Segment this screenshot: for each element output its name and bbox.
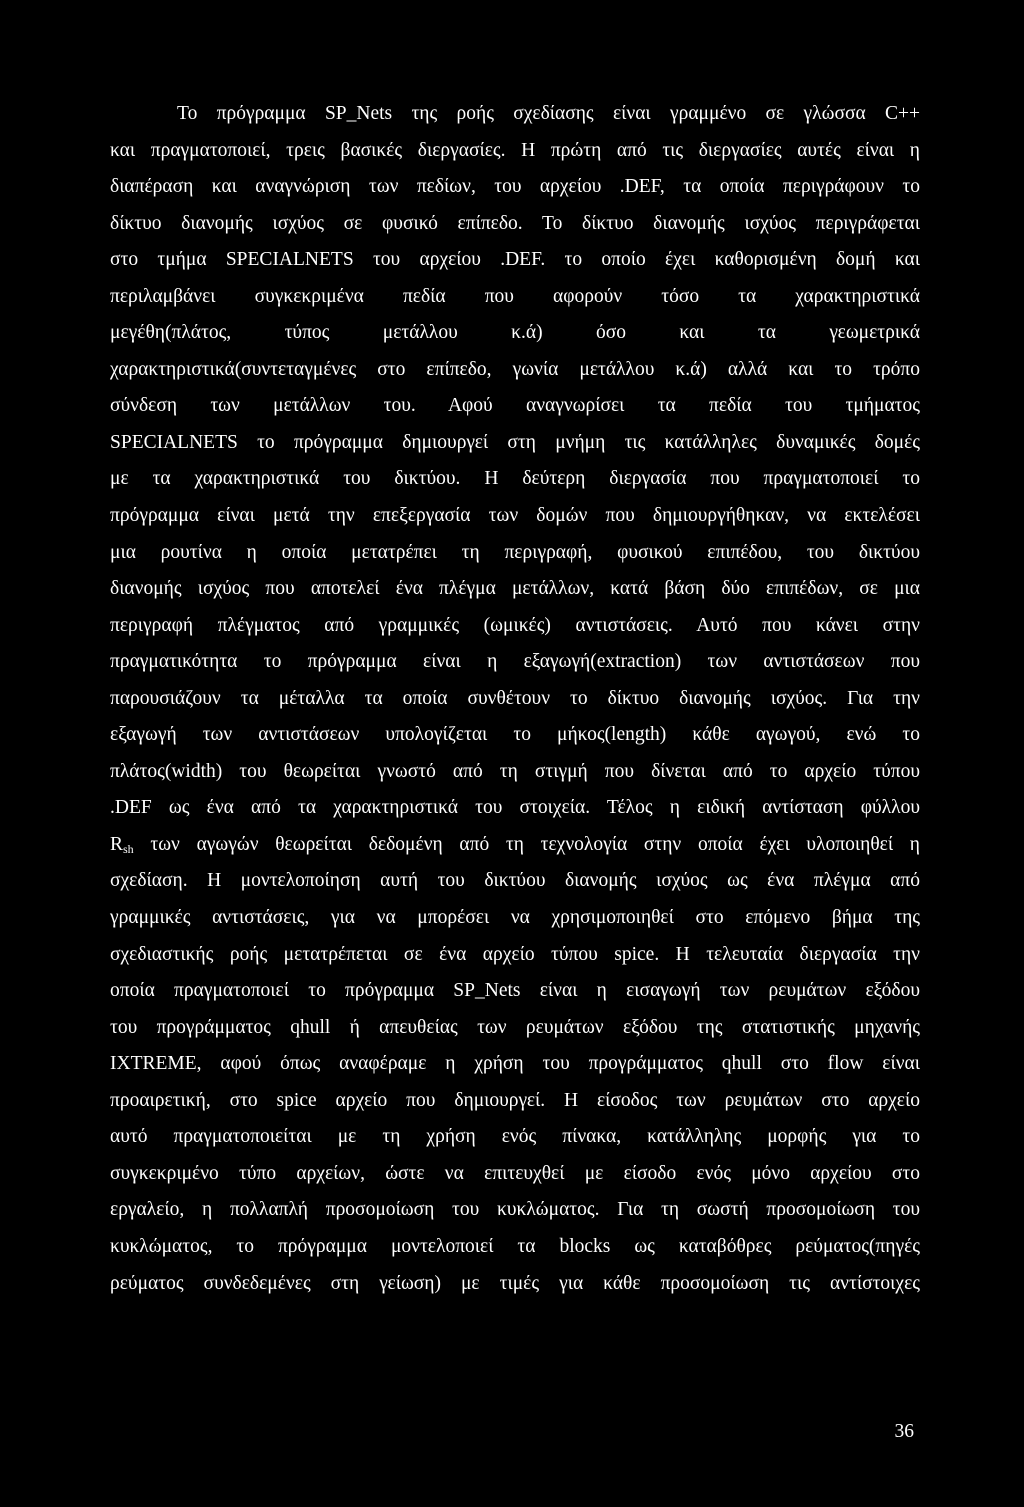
text-line: κυκλώματος, το πρόγραμμα μοντελοποιεί τα blocks ως καταβόθρες ρεύματος(πηγές	[110, 1235, 920, 1257]
rsh-subscript: sh	[123, 841, 134, 856]
text-line: πλάτος(width) του θεωρείται γνωστό από τη στιγμή που δίνεται από το αρχείο τύπου	[110, 760, 920, 782]
text-line: πρόγραμμα είναι μετά την επεξεργασία των δομών που δημιουργήθηκαν, να εκτελέσει	[110, 505, 920, 527]
text-line: πραγματικότητα το πρόγραμμα είναι η εξαγωγή(extraction) των αντιστάσεων που	[110, 651, 920, 673]
text-line: σχεδίαση. Η μοντελοποίηση αυτή του δικτύου διανομής ισχύος ως ένα πλέγμα από	[110, 870, 920, 892]
text-line: χαρακτηριστικά(συντεταγμένες στο επίπεδο, γωνία μετάλλου κ.ά) αλλά και το τρόπο	[110, 358, 920, 380]
rsh-line-text: των αγωγών θεωρείται δεδομένη από τη τεχνολογία στην οποία έχει υλοποιηθεί η	[150, 833, 920, 855]
text-line: διανομής ισχύος που αποτελεί ένα πλέγμα μετάλλων, κατά βάση δύο επιπέδων, σε μια	[110, 578, 920, 600]
text-line: με τα χαρακτηριστικά του δικτύου. Η δεύτερη διεργασία που πραγματοποιεί το	[110, 468, 920, 490]
text-line: Το πρόγραμμα SP_Nets της ροής σχεδίασης είναι γραμμένο σε γλώσσα C++	[177, 103, 920, 124]
text-line: αυτό πραγματοποιείται με τη χρήση ενός πίνακα, κατάλληλης μορφής για το	[110, 1126, 920, 1148]
text-line: δίκτυο διανομής ισχύος σε φυσικό επίπεδο. Το δίκτυο διανομής ισχύος περιγράφεται	[110, 212, 920, 234]
page-number: 36	[894, 1421, 914, 1442]
text-line: παρουσιάζουν τα μέταλλα τα οποία συνθέτουν το δίκτυο διανομής ισχύος. Για την	[110, 687, 920, 709]
text-line: γραμμικές αντιστάσεις, για να μπορέσει να χρησιμοποιηθεί στο επόμενο βήμα της	[110, 907, 920, 929]
text-line: σύνδεση των μετάλλων του. Αφού αναγνωρίσει τα πεδία του τμήματος	[110, 395, 920, 417]
body-paragraph	[110, 96, 920, 1302]
text-line: προαιρετική, στο spice αρχείο που δημιουργεί. Η είσοδος των ρευμάτων στο αρχείο	[110, 1089, 920, 1111]
text-line: μεγέθη(πλάτος, τύπος μετάλλου κ.ά) όσο και τα γεωμετρικά	[110, 322, 920, 344]
text-line: περιλαμβάνει συγκεκριμένα πεδία που αφορούν τόσο τα χαρακτηριστικά	[110, 285, 920, 307]
rsh-main: R	[110, 833, 124, 855]
text-line: ρεύματος συνδεδεμένες στη γείωση) με τιμές για κάθε προσομοίωση τις αντίστοιχες	[110, 1272, 920, 1294]
text-line: .DEF ως ένα από τα χαρακτηριστικά του στοιχεία. Τέλος η ειδική αντίσταση φύλλου	[110, 797, 920, 819]
text-line-rsh	[110, 827, 920, 864]
text-line: του προγράμματος qhull ή απευθείας των ρευμάτων εξόδου της στατιστικής μηχανής	[110, 1016, 920, 1038]
text-line: περιγραφή πλέγματος από γραμμικές (ωμικές) αντιστάσεις. Αυτό που κάνει στην	[110, 614, 920, 636]
text-line: διαπέραση και αναγνώριση των πεδίων, του αρχείου .DEF, τα οποία περιγράφουν το	[110, 176, 920, 198]
text-line: και πραγματοποιεί, τρεις βασικές διεργασίες. Η πρώτη από τις διεργασίες αυτές είναι η	[110, 139, 920, 161]
text-line: στο τμήμα SPECIALNETS του αρχείου .DEF. το οποίο έχει καθορισμένη δομή και	[110, 249, 920, 271]
text-line: οποία πραγματοποιεί το πρόγραμμα SP_Nets είναι η εισαγωγή των ρευμάτων εξόδου	[110, 980, 920, 1002]
text-line: εξαγωγή των αντιστάσεων υπολογίζεται το μήκος(length) κάθε αγωγού, ενώ το	[110, 724, 920, 746]
text-line: μια ρουτίνα η οποία μετατρέπει τη περιγραφή, φυσικού επιπέδου, του δικτύου	[110, 541, 920, 563]
text-line: σχεδιαστικής ροής μετατρέπεται σε ένα αρχείο τύπου spice. Η τελευταία διεργασία την	[110, 943, 920, 965]
text-line: IXTREME, αφού όπως αναφέραμε η χρήση του προγράμματος qhull στο flow είναι	[110, 1053, 920, 1075]
text-line: εργαλείο, η πολλαπλή προσομοίωση του κυκλώματος. Για τη σωστή προσομοίωση του	[110, 1199, 920, 1221]
text-line: SPECIALNETS το πρόγραμμα δημιουργεί στη μνήμη τις κατάλληλες δυναμικές δομές	[110, 431, 920, 453]
rsh-symbol	[110, 834, 134, 855]
text-line: συγκεκριμένο τύπο αρχείων, ώστε να επιτευχθεί με είσοδο ενός μόνο αρχείου στο	[110, 1162, 920, 1184]
